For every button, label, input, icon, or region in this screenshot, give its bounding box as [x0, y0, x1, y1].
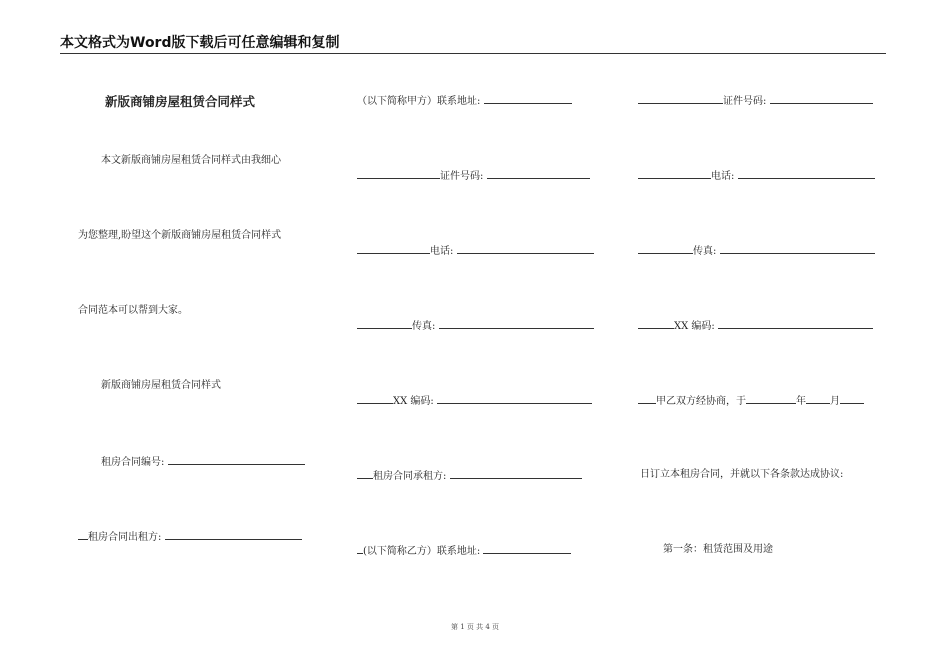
agreement-year-label: 年	[796, 396, 806, 407]
lessor-label: 租房合同出租方:	[88, 532, 162, 543]
lessor-prefix-blank	[78, 530, 88, 540]
contract-subtitle: 新版商铺房屋租赁合同样式	[101, 380, 221, 391]
party-b-id-blank	[770, 94, 873, 104]
party-b-fax-blank	[720, 244, 875, 254]
party-b-xx-row	[638, 319, 873, 333]
agreement-day-blank	[840, 394, 864, 404]
agreement-year-blank	[746, 394, 796, 404]
lessor-row	[78, 530, 302, 544]
contract-number-blank	[168, 455, 305, 465]
party-b-phone-label: 电话:	[711, 171, 735, 182]
party-b-xx-prefix-blank	[638, 319, 674, 329]
intro-line-2: 为您整理,盼望这个新版商铺房屋租赁合同样式	[78, 230, 282, 241]
agreement-prefix-blank	[638, 394, 656, 404]
party-a-id-row	[357, 169, 590, 183]
header-divider	[60, 53, 886, 54]
lessee-blank	[450, 469, 582, 479]
contract-number-label: 租房合同编号:	[101, 457, 165, 468]
agreement-month-label: 月	[830, 396, 840, 407]
lessee-prefix-blank	[357, 469, 373, 479]
party-b-id-row	[638, 94, 873, 108]
party-a-id-label: 证件号码:	[440, 171, 484, 182]
party-b-phone-prefix-blank	[638, 169, 711, 179]
document-header-title: 本文格式为Word版下载后可任意编辑和复制	[60, 35, 340, 51]
party-a-xx-blank	[437, 394, 592, 404]
party-b-fax-label: 传真:	[693, 246, 717, 257]
agreement-date-row	[638, 394, 864, 408]
party-a-address-row	[357, 94, 572, 108]
party-b-address-blank	[483, 544, 571, 554]
party-a-phone-blank	[457, 244, 594, 254]
lessee-label: 租房合同承租方:	[373, 471, 447, 482]
party-a-fax-label: 传真:	[412, 321, 436, 332]
party-b-fax-prefix-blank	[638, 244, 693, 254]
intro-line-3: 合同范本可以帮到大家。	[78, 305, 188, 316]
party-b-xx-blank	[718, 319, 873, 329]
party-b-address-label: (以下简称乙方）联系地址:	[363, 546, 481, 557]
party-b-phone-row	[638, 169, 875, 183]
party-a-id-prefix-blank	[357, 169, 440, 179]
agreement-line-2: 日订立本租房合同，并就以下各条款达成协议:	[640, 469, 844, 480]
party-b-address-row	[357, 544, 571, 558]
party-b-id-prefix-blank	[638, 94, 723, 104]
party-b-xx-label: XX 编码:	[674, 321, 715, 332]
party-a-fax-prefix-blank	[357, 319, 412, 329]
lessee-row	[357, 469, 582, 483]
party-a-id-blank	[487, 169, 590, 179]
party-b-phone-blank	[738, 169, 875, 179]
contract-number-row	[101, 455, 305, 469]
party-b-id-label: 证件号码:	[723, 96, 767, 107]
party-a-address-blank	[484, 94, 572, 104]
party-a-fax-row	[357, 319, 594, 333]
article-1-heading: 第一条：租赁范围及用途	[663, 544, 773, 555]
party-a-xx-label: XX 编码:	[393, 396, 434, 407]
party-a-phone-row	[357, 244, 594, 258]
party-a-address-label: （以下简称甲方）联系地址:	[357, 96, 481, 107]
intro-line-1: 本文新版商铺房屋租赁合同样式由我细心	[101, 155, 281, 166]
party-a-fax-blank	[439, 319, 594, 329]
agreement-month-blank	[806, 394, 830, 404]
party-a-phone-prefix-blank	[357, 244, 430, 254]
agreement-prefix-label: 甲乙双方经协商，于	[656, 396, 746, 407]
party-a-phone-label: 电话:	[430, 246, 454, 257]
party-a-xx-prefix-blank	[357, 394, 393, 404]
lessor-blank	[165, 530, 302, 540]
page-number: 第 1 页 共 4 页	[450, 623, 500, 631]
party-a-xx-row	[357, 394, 592, 408]
document-title: 新版商铺房屋租赁合同样式	[105, 94, 256, 109]
party-b-fax-row	[638, 244, 875, 258]
